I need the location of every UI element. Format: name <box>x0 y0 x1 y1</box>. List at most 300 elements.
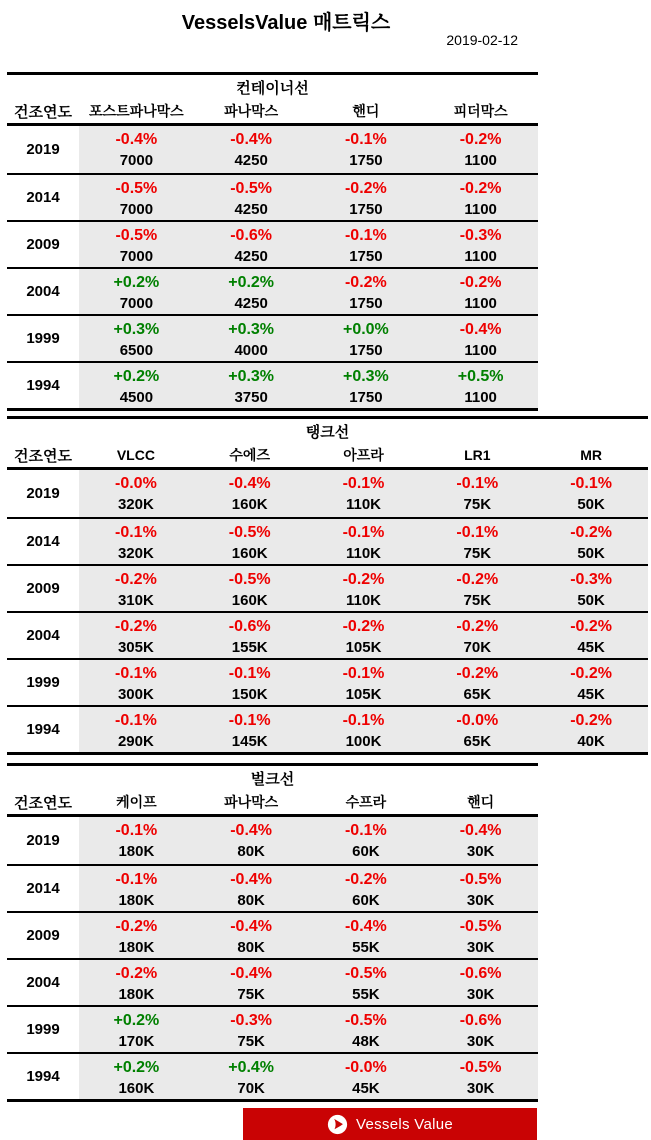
pct-value: -0.2% <box>342 618 385 635</box>
year-cell: 2009 <box>7 222 79 267</box>
table-row <box>7 864 538 911</box>
pct-value: -0.2% <box>570 618 612 635</box>
pct-value: -0.4% <box>459 822 502 839</box>
size-value: 105K <box>345 686 382 703</box>
table-row <box>7 611 648 658</box>
pct-value: -0.4% <box>230 822 273 839</box>
tanker-table <box>7 416 648 755</box>
year-cell: 2004 <box>7 613 79 658</box>
size-value: 110K <box>345 592 382 609</box>
size-value: 40K <box>577 733 605 750</box>
page-title: VesselsValue 매트릭스 <box>181 12 391 34</box>
size-value: 290K <box>117 733 154 750</box>
table-header-row <box>7 446 648 467</box>
pct-value: +0.2% <box>228 274 275 291</box>
pct-value: -0.2% <box>459 180 502 197</box>
data-cell <box>420 519 534 564</box>
size-value: 320K <box>117 545 154 562</box>
table-row <box>7 1005 538 1052</box>
pct-value: -0.5% <box>115 180 158 197</box>
year-cell: 2009 <box>7 913 79 958</box>
data-cell <box>423 175 538 220</box>
report-date: 2019-02-12 <box>446 32 518 48</box>
column-header: 파나막스 <box>224 103 279 119</box>
size-value: 7000 <box>119 201 154 218</box>
size-value: 150K <box>231 686 268 703</box>
data-cell <box>534 660 648 705</box>
data-cell <box>194 1054 309 1099</box>
data-cell <box>309 269 424 314</box>
data-cell <box>307 566 421 611</box>
column-header: LR1 <box>464 447 491 463</box>
year-column-header: 건조연도 <box>7 446 79 467</box>
size-value: 75K <box>237 1033 265 1050</box>
pct-value: +0.3% <box>228 321 275 338</box>
data-cell <box>193 470 307 517</box>
table-header-row <box>7 102 538 123</box>
year-cell: 2019 <box>7 470 79 517</box>
size-value: 80K <box>237 892 265 909</box>
table-row <box>7 314 538 361</box>
table-row <box>7 1052 538 1099</box>
pct-value: -0.6% <box>230 227 273 244</box>
size-value: 1750 <box>349 295 383 312</box>
pct-value: -0.2% <box>344 180 387 197</box>
size-value: 7000 <box>119 248 154 265</box>
data-cell <box>79 866 194 911</box>
column-header: 수프라 <box>345 794 387 810</box>
year-cell: 1999 <box>7 316 79 361</box>
pct-value: -0.6% <box>228 618 271 635</box>
data-cell <box>423 269 538 314</box>
size-value: 75K <box>463 545 492 562</box>
pct-value: -0.4% <box>459 321 502 338</box>
size-value: 7000 <box>119 152 154 169</box>
year-cell: 2004 <box>7 960 79 1005</box>
pct-value: -0.2% <box>456 571 499 588</box>
size-value: 310K <box>117 592 154 609</box>
size-value: 80K <box>237 939 265 956</box>
size-value: 75K <box>237 986 265 1003</box>
pct-value: -0.6% <box>459 965 502 982</box>
data-cell <box>420 660 534 705</box>
year-cell: 2014 <box>7 175 79 220</box>
data-cell <box>309 316 424 361</box>
pct-value: +0.5% <box>457 368 504 385</box>
data-cell <box>79 707 193 752</box>
pct-value: -0.1% <box>115 871 158 888</box>
year-cell: 1999 <box>7 1007 79 1052</box>
size-value: 30K <box>466 843 495 860</box>
size-value: 60K <box>352 892 380 909</box>
data-cell <box>193 707 307 752</box>
data-cell <box>79 175 194 220</box>
size-value: 30K <box>466 986 495 1003</box>
data-cell <box>309 913 424 958</box>
data-cell <box>423 817 538 864</box>
size-value: 4000 <box>234 342 268 359</box>
pct-value: -0.5% <box>115 227 158 244</box>
size-value: 55K <box>352 939 380 956</box>
data-cell <box>79 126 194 173</box>
size-value: 1750 <box>349 389 383 406</box>
pct-value: -0.2% <box>344 274 387 291</box>
pct-value: -0.1% <box>115 712 157 729</box>
bulk-carrier-table <box>7 763 538 1102</box>
data-cell <box>420 566 534 611</box>
data-cell <box>194 222 309 267</box>
pct-value: -0.5% <box>459 871 502 888</box>
pct-value: +0.2% <box>113 1059 160 1076</box>
data-cell <box>423 1007 538 1052</box>
size-value: 7000 <box>119 295 154 312</box>
size-value: 45K <box>577 639 605 656</box>
data-cell <box>79 566 193 611</box>
pct-value: -0.5% <box>228 524 271 541</box>
data-cell <box>194 363 309 408</box>
size-value: 160K <box>231 496 268 513</box>
data-cell <box>423 126 538 173</box>
size-value: 100K <box>345 733 382 750</box>
data-cell <box>309 866 424 911</box>
pct-value: +0.4% <box>228 1059 275 1076</box>
pct-value: -0.0% <box>456 712 499 729</box>
size-value: 48K <box>352 1033 380 1050</box>
data-cell <box>423 363 538 408</box>
data-cell <box>79 519 193 564</box>
size-value: 105K <box>345 639 382 656</box>
column-header: 파나막스 <box>224 794 279 810</box>
data-cell <box>309 1007 424 1052</box>
year-cell: 1999 <box>7 660 79 705</box>
size-value: 80K <box>237 843 265 860</box>
pct-value: -0.4% <box>230 965 273 982</box>
column-header: VLCC <box>116 447 155 463</box>
brand-name: Vessels Value <box>355 1115 453 1133</box>
data-cell <box>194 960 309 1005</box>
column-header: 핸디 <box>352 103 380 119</box>
table-row <box>7 564 648 611</box>
data-cell <box>309 363 424 408</box>
size-value: 4500 <box>119 389 154 406</box>
size-value: 4250 <box>234 248 268 265</box>
table-body <box>7 123 538 411</box>
data-cell <box>534 613 648 658</box>
pct-value: -0.2% <box>570 712 612 729</box>
pct-value: -0.2% <box>459 274 502 291</box>
pct-value: +0.3% <box>113 321 160 338</box>
column-header: 포스트파나막스 <box>89 103 184 119</box>
column-header: 피더막스 <box>453 103 508 119</box>
pct-value: -0.1% <box>115 822 158 839</box>
table-row <box>7 267 538 314</box>
year-cell: 1994 <box>7 707 79 752</box>
pct-value: -0.5% <box>459 1059 502 1076</box>
pct-value: -0.4% <box>230 871 273 888</box>
data-cell <box>423 866 538 911</box>
size-value: 6500 <box>119 342 154 359</box>
pct-value: -0.2% <box>456 665 499 682</box>
table-row <box>7 958 538 1005</box>
data-cell <box>79 363 194 408</box>
pct-value: -0.5% <box>459 918 502 935</box>
size-value: 4250 <box>234 201 268 218</box>
data-cell <box>307 707 421 752</box>
pct-value: -0.2% <box>115 965 158 982</box>
data-cell <box>194 126 309 173</box>
size-value: 1100 <box>464 389 497 406</box>
data-cell <box>423 913 538 958</box>
size-value: 1750 <box>349 342 383 359</box>
pct-value: +0.2% <box>113 274 160 291</box>
data-cell <box>193 660 307 705</box>
pct-value: -0.1% <box>570 475 612 492</box>
column-header: 아프라 <box>343 447 384 463</box>
size-value: 320K <box>117 496 154 513</box>
table-row <box>7 361 538 408</box>
size-value: 180K <box>118 986 155 1003</box>
pct-value: -0.6% <box>459 1012 502 1029</box>
year-cell: 1994 <box>7 363 79 408</box>
data-cell <box>79 222 194 267</box>
column-header: 핸디 <box>467 794 495 810</box>
size-value: 180K <box>118 843 155 860</box>
size-value: 60K <box>352 843 380 860</box>
pct-value: -0.4% <box>230 918 273 935</box>
size-value: 1750 <box>349 201 383 218</box>
brand-banner <box>243 1108 537 1140</box>
size-value: 70K <box>463 639 492 656</box>
year-cell: 1994 <box>7 1054 79 1099</box>
data-cell <box>79 1054 194 1099</box>
size-value: 50K <box>577 496 605 513</box>
pct-value: -0.1% <box>228 665 271 682</box>
data-cell <box>420 470 534 517</box>
year-cell: 2009 <box>7 566 79 611</box>
size-value: 30K <box>466 1080 495 1097</box>
pct-value: -0.4% <box>228 475 271 492</box>
size-value: 110K <box>345 496 382 513</box>
size-value: 70K <box>237 1080 265 1097</box>
data-cell <box>309 175 424 220</box>
size-value: 170K <box>118 1033 155 1050</box>
pct-value: +0.2% <box>113 1012 160 1029</box>
pct-value: -0.2% <box>344 871 387 888</box>
container-ship-table <box>7 72 538 411</box>
table-title: 컨테이너선 <box>236 80 309 97</box>
pct-value: -0.1% <box>456 524 499 541</box>
table-row <box>7 173 538 220</box>
size-value: 155K <box>231 639 268 656</box>
table-row <box>7 817 538 864</box>
data-cell <box>423 316 538 361</box>
year-cell: 2014 <box>7 866 79 911</box>
data-cell <box>79 269 194 314</box>
size-value: 180K <box>118 892 155 909</box>
size-value: 4250 <box>234 152 268 169</box>
size-value: 75K <box>463 592 492 609</box>
table-row <box>7 911 538 958</box>
size-value: 50K <box>577 592 605 609</box>
data-cell <box>194 866 309 911</box>
vesselsvalue-logo-icon <box>327 1114 348 1135</box>
size-value: 45K <box>352 1080 380 1097</box>
data-cell <box>194 269 309 314</box>
size-value: 145K <box>231 733 268 750</box>
data-cell <box>79 960 194 1005</box>
table-row <box>7 658 648 705</box>
pct-value: -0.5% <box>344 1012 387 1029</box>
size-value: 1100 <box>464 201 497 218</box>
pct-value: -0.1% <box>344 822 387 839</box>
data-cell <box>420 613 534 658</box>
table-header-row <box>7 793 538 814</box>
data-cell <box>307 660 421 705</box>
pct-value: -0.2% <box>115 918 158 935</box>
data-cell <box>423 222 538 267</box>
size-value: 30K <box>466 939 495 956</box>
column-header: MR <box>580 447 602 463</box>
pct-value: -0.5% <box>230 180 273 197</box>
data-cell <box>194 817 309 864</box>
size-value: 305K <box>117 639 154 656</box>
size-value: 300K <box>117 686 154 703</box>
size-value: 1100 <box>464 152 497 169</box>
pct-value: -0.1% <box>228 712 271 729</box>
year-column-header: 건조연도 <box>7 793 79 814</box>
size-value: 1750 <box>349 152 383 169</box>
data-cell <box>194 316 309 361</box>
data-cell <box>193 566 307 611</box>
year-cell: 2014 <box>7 519 79 564</box>
year-cell: 2019 <box>7 817 79 864</box>
size-value: 160K <box>231 592 268 609</box>
pct-value: -0.1% <box>344 131 387 148</box>
pct-value: -0.2% <box>459 131 502 148</box>
size-value: 30K <box>466 892 495 909</box>
data-cell <box>194 175 309 220</box>
table-row <box>7 220 538 267</box>
data-cell <box>194 1007 309 1052</box>
data-cell <box>193 519 307 564</box>
size-value: 1750 <box>349 248 383 265</box>
column-header: 수에즈 <box>229 447 270 463</box>
pct-value: -0.3% <box>570 571 612 588</box>
pct-value: -0.4% <box>115 131 158 148</box>
pct-value: -0.1% <box>115 665 157 682</box>
pct-value: +0.0% <box>342 321 389 338</box>
size-value: 4250 <box>234 295 268 312</box>
table-row <box>7 470 648 517</box>
size-value: 1100 <box>464 248 497 265</box>
pct-value: +0.3% <box>342 368 389 385</box>
pct-value: -0.1% <box>456 475 499 492</box>
data-cell <box>309 960 424 1005</box>
data-cell <box>423 1054 538 1099</box>
pct-value: +0.3% <box>228 368 275 385</box>
year-column-header: 건조연도 <box>7 102 79 123</box>
size-value: 1100 <box>464 295 497 312</box>
column-header: 케이프 <box>116 794 157 810</box>
data-cell <box>420 707 534 752</box>
year-cell: 2004 <box>7 269 79 314</box>
year-cell: 2019 <box>7 126 79 173</box>
pct-value: -0.1% <box>342 712 385 729</box>
pct-value: -0.2% <box>456 618 499 635</box>
size-value: 65K <box>463 686 492 703</box>
data-cell <box>79 817 194 864</box>
data-cell <box>307 519 421 564</box>
data-cell <box>534 470 648 517</box>
size-value: 75K <box>463 496 492 513</box>
size-value: 55K <box>352 986 380 1003</box>
pct-value: -0.4% <box>230 131 273 148</box>
table-body <box>7 467 648 755</box>
data-cell <box>309 1054 424 1099</box>
table-title: 탱크선 <box>305 424 350 441</box>
table-row <box>7 517 648 564</box>
data-cell <box>309 222 424 267</box>
pct-value: +0.2% <box>113 368 160 385</box>
data-cell <box>309 126 424 173</box>
data-cell <box>79 316 194 361</box>
data-cell <box>534 707 648 752</box>
size-value: 110K <box>345 545 382 562</box>
table-row <box>7 126 538 173</box>
pct-value: -0.1% <box>342 665 385 682</box>
data-cell <box>309 817 424 864</box>
size-value: 180K <box>118 939 155 956</box>
pct-value: -0.2% <box>570 524 612 541</box>
data-cell <box>79 613 193 658</box>
data-cell <box>307 470 421 517</box>
pct-value: -0.2% <box>115 618 157 635</box>
data-cell <box>534 519 648 564</box>
size-value: 45K <box>577 686 605 703</box>
size-value: 160K <box>231 545 268 562</box>
pct-value: -0.1% <box>342 524 385 541</box>
size-value: 30K <box>466 1033 495 1050</box>
table-title: 벌크선 <box>250 771 295 788</box>
pct-value: -0.2% <box>115 571 157 588</box>
data-cell <box>79 1007 194 1052</box>
pct-value: -0.5% <box>344 965 387 982</box>
data-cell <box>79 660 193 705</box>
pct-value: -0.2% <box>342 571 385 588</box>
size-value: 3750 <box>234 389 268 406</box>
table-body <box>7 814 538 1102</box>
size-value: 65K <box>463 733 492 750</box>
data-cell <box>79 913 194 958</box>
pct-value: -0.3% <box>230 1012 273 1029</box>
pct-value: -0.2% <box>570 665 612 682</box>
data-cell <box>423 960 538 1005</box>
pct-value: -0.1% <box>115 524 157 541</box>
pct-value: -0.1% <box>344 227 387 244</box>
pct-value: -0.5% <box>228 571 271 588</box>
pct-value: -0.3% <box>459 227 502 244</box>
size-value: 1100 <box>464 342 497 359</box>
data-cell <box>534 566 648 611</box>
data-cell <box>194 913 309 958</box>
data-cell <box>79 470 193 517</box>
data-cell <box>307 613 421 658</box>
pct-value: -0.0% <box>344 1059 387 1076</box>
data-cell <box>193 613 307 658</box>
pct-value: -0.4% <box>344 918 387 935</box>
pct-value: -0.1% <box>342 475 385 492</box>
size-value: 160K <box>118 1080 155 1097</box>
